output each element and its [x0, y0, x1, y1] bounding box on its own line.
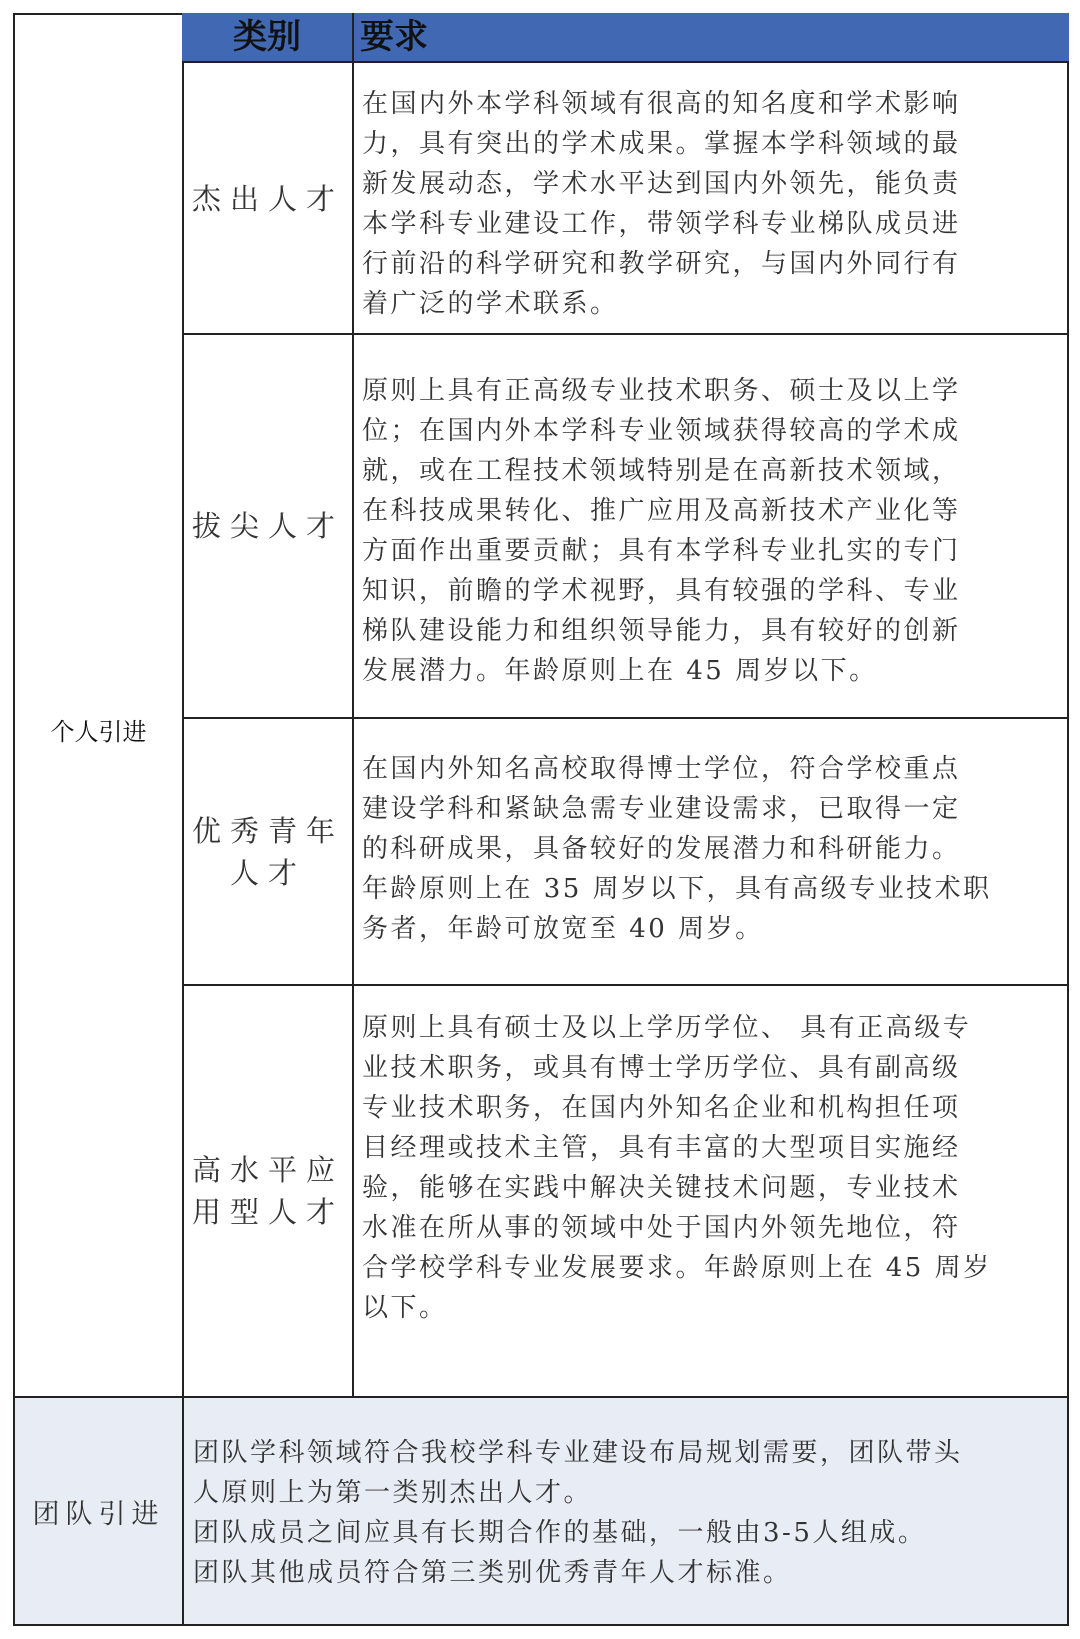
- header-divider: [352, 13, 354, 61]
- requirement-applied-talent: 原则上具有硕士及以上学历学位、 具有正高级专 业技术职务，或具有博士学历学位、具有副高级 专业技术职务，在国内外知名企业和机构担任项 目经理或技术主管，具有丰富的大型项目实施经 验，能够在实践中解决关键技术问题，专业技术 水准在所从事的领域中处于国内外领先地位，符 合学校学科专业发展要求。年龄原则上在 45 周岁 以下。: [362, 1013, 992, 1323]
- team-requirements: [193, 1433, 1063, 1593]
- requirement-young-talent: 在国内外知名高校取得博士学位，符合学校重点 建设学科和紧缺急需专业建设需求，已取得一定 的科研成果，具备较好的发展潜力和科研能力。 年龄原则上在 35 周岁以下，具有高级专业技术职 务者，年龄可放宽至 40 周岁。: [362, 754, 992, 944]
- header-requirement: 要求: [360, 17, 428, 57]
- group-team-label: 团队引进: [32, 1498, 165, 1530]
- header-category: 类别: [233, 17, 301, 57]
- team-requirement-line: 团队其他成员符合第三类别优秀青年人才标准。: [193, 1558, 792, 1588]
- requirement-outstanding-talent: 在国内外本学科领域有很高的知名度和学术影响 力，具有突出的学术成果。掌握本学科领域的最 新发展动态，学术水平达到国内外领先，能负责 本学科专业建设工作，带领学科专业梯队成员进 行前沿的科学研究和教学研究，与国内外同行有 着广泛的学术联系。: [362, 89, 961, 319]
- category-top-talent: 拔尖人才: [191, 509, 344, 543]
- category-young-talent: 优秀青年 人才: [191, 813, 344, 890]
- team-requirement-line: 团队学科领域符合我校学科专业建设布局规划需要，团队带头 人原则上为第一类别杰出人才。: [193, 1438, 963, 1508]
- team-requirement-line: 团队成员之间应具有长期合作的基础，一般由3-5人组成。: [193, 1518, 927, 1548]
- requirement-top-talent: 原则上具有正高级专业技术职务、硕士及以上学 位；在国内外本学科专业领域获得较高的学术成 就，或在工程技术领域特别是在高新技术领域， 在科技成果转化、推广应用及高新技术产业化等 方面作出重要贡献；具有本学科专业扎实的专门 知识，前瞻的学术视野，具有较强的学科、专业 梯队建设能力和组织领导能力，具有较好的创新 发展潜力。年龄原则上在 45 周岁以下。: [362, 376, 961, 686]
- category-applied-talent: 高水平应 用型人才: [191, 1153, 344, 1229]
- group-individual-label: 个人引进: [50, 718, 147, 746]
- category-outstanding-talent: 杰出人才: [191, 182, 344, 216]
- team-column-divider: [182, 1398, 184, 1626]
- table-header: [182, 13, 1069, 63]
- category-requirement-divider: [352, 63, 354, 1398]
